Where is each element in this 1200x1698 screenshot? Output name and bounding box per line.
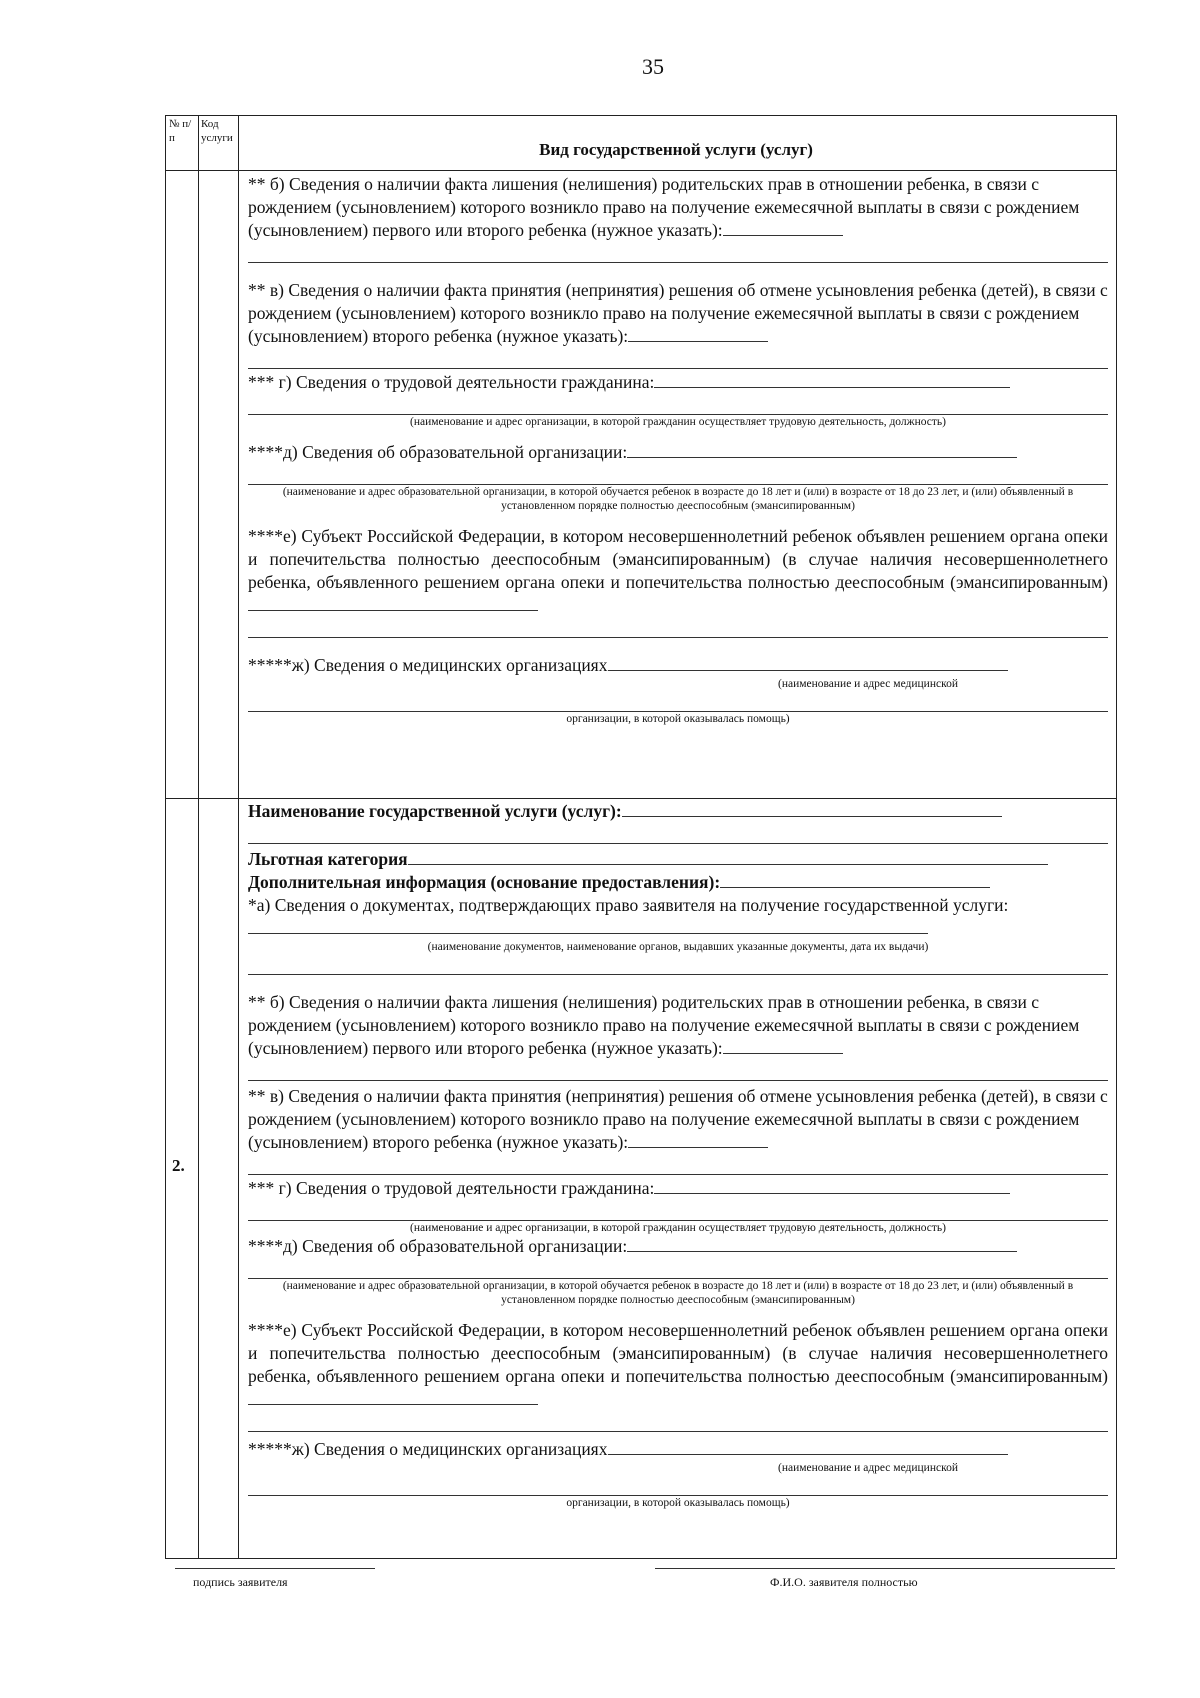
- fill-line[interactable]: [248, 350, 1108, 369]
- row2-number: 2.: [172, 1156, 185, 1175]
- row1-item-zh: *****ж) Сведения о медицинских организациях: [248, 654, 1108, 677]
- row2-d-caption: (наименование и адрес образовательной организации, в которой обучается ребенок в возрасте до 18 лет и (или) в возрасте от 18 до 23 лет, и (или) объявленный в установленном порядке полностью дееспособным (эмансипированным): [282, 1280, 1074, 1306]
- fill-line[interactable]: [248, 466, 1108, 485]
- row1-d-caption: (наименование и адрес образовательной организации, в которой обучается ребенок в возрасте до 18 лет и (или) в возрасте от 18 до 23 лет, и (или) объявленный в установленном порядке полностью дееспособным (эмансипированным): [282, 486, 1074, 512]
- row2-item-a: *а) Сведения о документах, подтверждающих право заявителя на получение государственной услуги:: [248, 894, 1108, 940]
- row2-benefit-category: Льготная категория: [248, 848, 1108, 871]
- header-divider: [166, 170, 1116, 171]
- fill-line[interactable]: [248, 693, 1108, 712]
- row1-zh-caption-2: организации, в которой оказывалась помощь): [566, 713, 790, 725]
- row1-item-v: ** в) Сведения о наличии факта принятия (непринятия) решения об отмене усыновления ребенка (детей), в связи с рождением (усыновлением) которого возникло право на получение ежемесячной выплаты в связи с рождением (усыновлением) второго ребенка (нужное указать):: [248, 280, 1108, 346]
- row1-item-e: ****е) Субъект Российской Федерации, в котором несовершеннолетний ребенок объявлен решением органа опеки и попечительства полностью дееспособным (эмансипированным) (в случае наличия несовершеннолетнего ребенка, объявленного решением органа опеки и попечительства полностью дееспособным (эмансипированным): [248, 525, 1108, 617]
- row1-content: [248, 173, 1108, 726]
- signature-label: подпись заявителя: [193, 1575, 288, 1589]
- fill-line[interactable]: [248, 825, 1108, 844]
- fio-label: Ф.И.О. заявителя полностью: [770, 1575, 918, 1589]
- fill-line[interactable]: [248, 1413, 1108, 1432]
- row2-item-g: *** г) Сведения о трудовой деятельности гражданина:: [248, 1177, 1108, 1200]
- row2-item-zh: *****ж) Сведения о медицинских организациях: [248, 1438, 1108, 1461]
- row2-item-v: ** в) Сведения о наличии факта принятия (непринятия) решения об отмене усыновления ребенка (детей), в связи с рождением (усыновлением) которого возникло право на получение ежемесячной выплаты в связи с рождением (усыновлением) второго ребенка (нужное указать):: [248, 1086, 1108, 1152]
- row1-item-g: *** г) Сведения о трудовой деятельности гражданина:: [248, 371, 1108, 394]
- row1-item-b: ** б) Сведения о наличии факта лишения (нелишения) родительских прав в отношении ребенка, в связи с рождением (усыновлением) которого возникло право на получение ежемесячной выплаты в связи с рождением (усыновлением) первого или второго ребенка (нужное указать):: [248, 174, 1080, 240]
- fill-line[interactable]: [248, 396, 1108, 415]
- services-table: [165, 115, 1117, 1559]
- row2-item-d: ****д) Сведения об образовательной организации:: [248, 1235, 1108, 1258]
- fill-line[interactable]: [248, 1156, 1108, 1175]
- fill-line[interactable]: [248, 1202, 1108, 1221]
- header-col-service: Вид государственной услуги (услуг): [539, 140, 813, 159]
- row1-zh-caption-1: (наименование и адрес медицинской: [777, 678, 958, 690]
- header-col-num: № п/п: [169, 118, 192, 144]
- fill-line[interactable]: [248, 619, 1108, 638]
- fill-line[interactable]: [248, 956, 1108, 975]
- row1-g-caption: (наименование и адрес организации, в которой гражданин осуществляет трудовую деятельность, должность): [410, 416, 946, 428]
- row2-content: [248, 800, 1108, 1510]
- row2-a-caption: (наименование документов, наименование органов, выдавших указанные документы, дата их выдачи): [427, 941, 929, 953]
- row2-additional-info: Дополнительная информация (основание предоставления):: [248, 871, 1108, 894]
- fio-line[interactable]: [655, 1568, 1115, 1569]
- header-col-code: Код услуги: [201, 118, 233, 144]
- page-number: 35: [642, 54, 664, 79]
- row2-item-e: ****е) Субъект Российской Федерации, в котором несовершеннолетний ребенок объявлен решением органа опеки и попечительства полностью дееспособным (эмансипированным) (в случае наличия несовершеннолетнего ребенка, объявленного решением органа опеки и попечительства полностью дееспособным (эмансипированным): [248, 1319, 1108, 1411]
- fill-line[interactable]: [248, 1062, 1108, 1081]
- signature-line[interactable]: [175, 1568, 375, 1569]
- row2-zh-caption-1: (наименование и адрес медицинской: [777, 1462, 958, 1474]
- row2-zh-caption-2: организации, в которой оказывалась помощь): [566, 1497, 790, 1509]
- fill-line[interactable]: [248, 1260, 1108, 1279]
- column-divider: [198, 116, 199, 1558]
- row2-item-b: ** б) Сведения о наличии факта лишения (нелишения) родительских прав в отношении ребенка, в связи с рождением (усыновлением) которого возникло право на получение ежемесячной выплаты в связи с рождением (усыновлением) первого или второго ребенка (нужное указать):: [248, 992, 1080, 1058]
- row-divider: [166, 798, 1116, 799]
- row2-service-name: Наименование государственной услуги (услуг):: [248, 800, 1108, 823]
- row2-g-caption: (наименование и адрес организации, в которой гражданин осуществляет трудовую деятельность, должность): [410, 1222, 946, 1234]
- fill-line[interactable]: [248, 1477, 1108, 1496]
- fill-line[interactable]: [248, 244, 1108, 263]
- column-divider: [238, 116, 239, 1558]
- row1-item-d: ****д) Сведения об образовательной организации:: [248, 441, 1108, 464]
